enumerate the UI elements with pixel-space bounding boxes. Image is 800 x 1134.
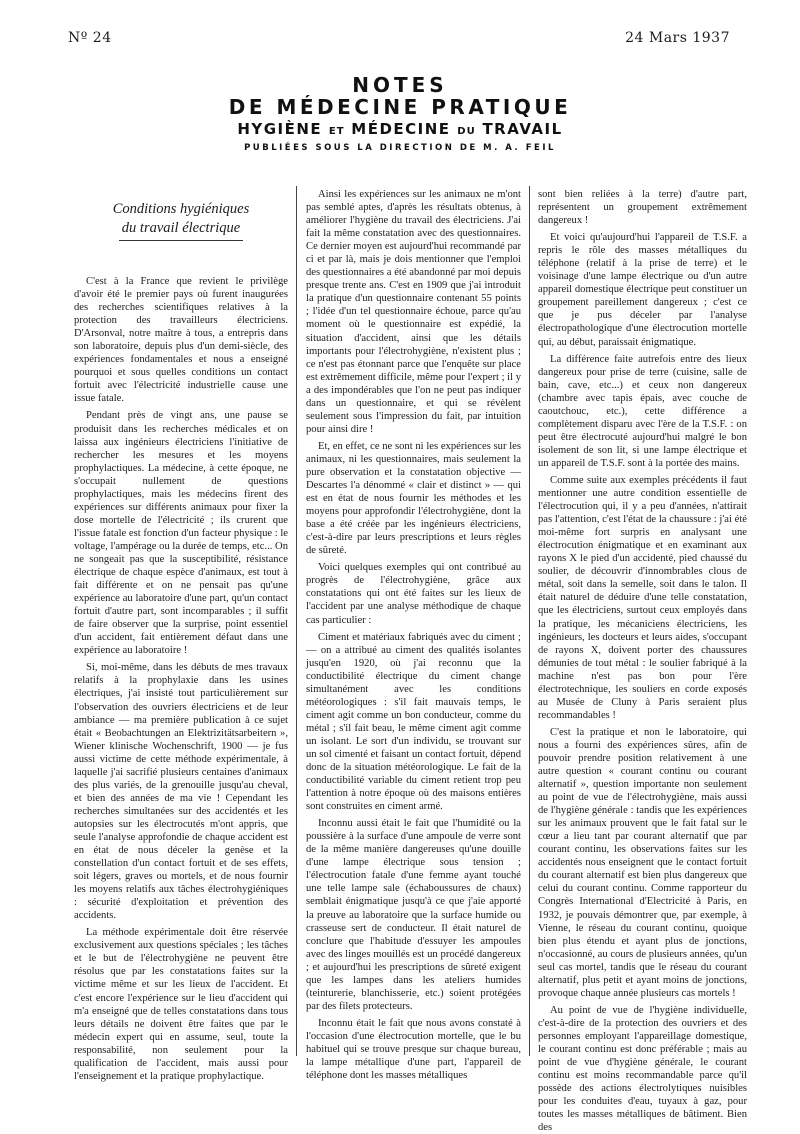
masthead-word-et: ET: [328, 126, 345, 137]
masthead: [0, 74, 800, 155]
column-rule: [296, 186, 297, 1056]
masthead-line-medecine-pratique: DE MÉDECINE PRATIQUE: [228, 95, 572, 119]
paragraph: Et voici qu'aujourd'hui l'appareil de T.S.F. a repris le rôle des masses métalliques du téléphone (relatif à la prise de terre) et le voisinage d'une lampe électrique ou d'un autre appareil domestique électrique peut constituer un groupement pareillement dangereux ; c'est ce que je pus déceler par l'analyse électropathologique d'une électrocution mortelle qui, au début, paraissait énigmatique.: [538, 232, 747, 348]
paragraph: La méthode expérimentale doit être réservée exclusivement aux questions spéciales ; les tâches et le but de l'électrohygiène ne peuvent être résolus que par les constatations faites sur la victime même et sur les lieux de l'accident. Et c'est encore l'expérience sur le lieu d'accident qui m'a enseigné que de telles constatations dans tous leurs détails ne doivent être faites que par le médecin expert qui en assume, seul, toute la responsabilité, non seulement pour la qualification de l'accident, mais aussi pour l'enseignement et la pratique prophylactique.: [74, 927, 288, 1082]
column-2: [306, 188, 521, 1082]
masthead-subtitle: [0, 120, 800, 141]
masthead-word-travail: TRAVAIL: [482, 120, 563, 138]
column-1: [74, 188, 288, 1082]
running-header: [68, 30, 730, 50]
paragraph: Ainsi les expériences sur les animaux ne m'ont pas semblé aptes, d'après les résultats obtenus, à améliorer l'hygiène du travail des électriciens. J'ai fait la même constatation avec des questionnaires. Ce dernier moyen est aujourd'hui recommandé par ci et par là, mais je dois mentionner que l'emploi des questionnaires a été abandonné par moi depuis presque trente ans. C'est en 1909 que j'ai introduit la pratique d'un questionnaire contenant 55 points ; l'idée d'un tel questionnaire échoue, parce qu'au moment où le questionnaire est expédié, la situation d'accident, ainsi que les détails importants pour l'électrohygiène, n'existent plus ; ce n'est pas étonnant parce que l'enquête sur place est extrêmement difficile, même pour l'expert ; il y a des impondérables que l'on ne peut pas indiquer dans un questionnaire, et qui se révèlent seulement sous l'impression du fait, par intuition pour ainsi dire !: [306, 189, 521, 435]
masthead-word-du: DU: [457, 126, 476, 137]
article-title-line: Conditions hygiéniques: [112, 201, 250, 217]
paragraph: Et, en effet, ce ne sont ni les expériences sur les animaux, ni les questionnaires, mais seulement la pure observation et la constatation objective — Descartes l'a dénommé « clair et distinct » — qui est en état de nous fournir les méthodes et les moyens pour approfondir l'électrohygiène, dont la base a été créée par les ingénieurs électriciens, c'est-à-dire par leurs prescriptions et leurs règles de sûreté.: [306, 440, 521, 557]
paragraph: Au point de vue de l'hygiène individuelle, c'est-à-dire de la protection des ouvriers et des personnes employant l'appareillage domestique, le courant continu est donc préférable ; mais au point de vue d'hygiène générale, le courant continu est moins recommandable parce qu'il possède des actions électrolytiques nuisibles pour les conduites d'eau, tuyaux à gaz, pour toutes les masses métalliques de bâtiment. Bien des: [538, 1004, 747, 1134]
article-title: [74, 200, 288, 238]
paragraph: La différence faite autrefois entre des lieux dangereux pour prise de terre (cuisine, salle de bain, cave, etc...) et ceux non dangereux (chambre avec tapis épais, avec couche de caoutchouc, etc.), cette différence a complètement disparu avec l'ère de la T.S.F. : on peut être électrocuté aujourd'hui malgré le bon isolement de son lit, si une lampe électrique et un appareil de T.S.F. sont à la portée des mains.: [538, 353, 747, 469]
title-underline: [119, 240, 243, 241]
masthead-word-hygiene: HYGIÈNE: [237, 120, 323, 138]
paragraph: C'est à la France que revient le privilège d'avoir été le premier pays où furent inaugurées des recherches scientifiques relatives à la protection des travailleurs électriciens. D'Arsonval, notre maître à tous, a entrepris dans son laboratoire, depuis plus d'un demi-siècle, des expériences fondamentales et nous a enseigné pourquoi et sous quelles conditions un contact fortuit avec l'électricité industrielle cause une issue fatale.: [74, 276, 288, 405]
paragraph: Inconnu était le fait que nous avons constaté à l'occasion d'une électrocution mortelle, que le bu habituel qui se trouve presque sur chaque bureau, la lampe métallique d'une part, l'appareil de téléphone dont les masses métalliques: [306, 1017, 521, 1082]
paragraph: Comme suite aux exemples précédents il faut mentionner une autre condition essentielle de l'électrocution qui, il y a peu d'années, n'attirait pas l'attention, c'est l'état de la chaussure : j'ai été moi-même fort surpris en analysant une électrocution énigmatique et en examinant aux rayons X le pied d'un accidenté, pied chaussé du soulier, de découvrir d'innombrables clous de métal, soit dans la semelle, soit dans le talon. Il était naturel de déduire d'une telle constatation, que les électriciens, surtout ceux employés dans la pratique, les mécaniciens électriciens, les ingénieurs, les docteurs et leurs aides, s'occupant de rayons X, doivent porter des chaussures démunies de tout métal : le soulier fabriqué à la machine n'est pas bon pour l'ère électrotechnique, les souliers en corde exposés au Musée de Cluny à Paris seraient plus recommandables !: [538, 474, 747, 721]
issue-date: 24 Mars 1937: [625, 30, 730, 46]
issue-number: Nº 24: [68, 30, 112, 46]
article-title-line: du travail électrique: [121, 220, 241, 236]
paragraph: Pendant près de vingt ans, une pause se produisit dans les recherches médicales et on laissa aux ingénieurs électriciens l'initiative de rechercher les mesures et les moyens prophylactiques. La médecine, à cette époque, ne s'occupait nullement de questions prophylactiques, mais les médecins firent des expériences sur différents animaux pour fixer la dose mortelle de l'électricité ; ils crurent que l'issue fatale est fonction d'un facteur physique : le voltage, l'ampérage ou la durée de temps, etc... On ne songeait pas que la susceptibilité, résistance électrique de chaque espèce d'animaux, est tout à fait différente et on ne pensait pas qu'une expérience au laboratoire d'une part, qu'un contact fortuit d'autre part, sont incomparables ; il suffit de faire observer que la surprise, point essentiel d'un accident, fait entièrement défaut dans une expérience au laboratoire !: [74, 410, 288, 657]
masthead-direction: PUBLIÉES SOUS LA DIRECTION DE M. A. FEIL: [244, 143, 556, 153]
paragraph: C'est la pratique et non le laboratoire, qui nous a fourni des expériences sûres, afin de pouvoir prendre position relativement à une autre question « courant continu ou courant alternatif », question importante non seulement au point de vue de l'électrohygiène, mais aussi de l'hygiène générale : tandis que les expériences sur les animaux prouvent que le fait fatal sur le cœur a lieu tant par courant alternatif que par courant continu, les observations faites sur les accidentés nous enseignent que le contact fortuit du courant alternatif est bien plus dangereux que celui du courant continu. Comme rapporteur du Congrès International d'Electricité à Paris, en 1932, je pouvais démontrer que, par exemple, à Vienne, le réseau du courant continu, quoique bien plus étendu et ayant plus de jonctions, n'occasionné, au cours de plusieurs années, qu'un seul cas mortel, tandis que le réseau du courant alternatif, plus petit et ayant moins de jonctions, provoque chaque année plusieurs cas mortels !: [538, 726, 747, 999]
paragraph: Voici quelques exemples qui ont contribué au progrès de l'électrohygiène, grâce aux constatations qui ont été faites sur les lieux de l'accident par une analyse méthodique de chaque cas particulier :: [306, 562, 521, 626]
paragraph: Inconnu aussi était le fait que l'humidité ou la poussière à la surface d'une ampoule de verre sont de la même manière dangereuses qu'une douille d'une lampe électrique sous tension ; l'électrocution fatale d'une femme ayant touché une telle lampe sale (échaboussures de chaux) semblait énigmatique jusqu'à ce que j'aie apporté la preuve au laboratoire que la surface humide ou crasseuse sert de conducteur. Il était naturel de conclure que l'habitude d'essuyer les ampoules avec des linges mouillés est un procédé dangereux ; et aujourd'hui les prescriptions de sûreté exigent que les lampes dans les ateliers humides (teinturerie, blanchisserie, etc.) soient protégées par des filets protecteurs.: [306, 818, 521, 1012]
column-rule: [529, 186, 530, 1056]
paragraph: Si, moi-même, dans les débuts de mes travaux relatifs à la prophylaxie dans les usines électriques, j'ai insisté tout particulièrement sur l'observation des ouvriers électriciens et de leur ambiance — ma première publication à ce sujet était « Beobachtungen an Elektrizitätsarbeitern », Wiener klinische Wochenschrift, 1900 — je fus aussi victime de cette méthode expérimentale, à laquelle j'ai sacrifié plusieurs centaines d'animaux des plus variés, de la grenouille jusqu'au cheval, et bien des années de ma vie ! Cependant les recherches simultanées sur des accidentés et les autopsies sur les électrocutés m'ont appris, que seule l'analyse approfondie de chaque accident est en état de nous déceler la genèse et la constellation d'un contact fortuit et de ses effets, soit légers, graves ou mortels, et de nous fournir les moyens relatifs aux tâches électrohygiéniques : sécurité d'exploitation et prévention des accidents.: [74, 662, 288, 922]
masthead-word-medecine: MÉDECINE: [351, 120, 451, 138]
paragraph: sont bien reliées à la terre) d'autre part, représentent un groupement extrêmement dangereux !: [538, 189, 747, 227]
paragraph: Ciment et matériaux fabriqués avec du ciment ; — on a attribué au ciment des qualités isolantes jusqu'en 1920, où j'ai reconnu que la conductibilité électrique du ciment change simultanément avec les conditions météorologiques : s'il fait mauvais temps, le ciment agit comme un bon conducteur, comme du métal ; s'il fait beau, le même ciment agit comme un isolant. Le sort d'un individu, se trouvant sur un sol cimenté et faisant un contact fortuit, dépend donc de la situation météorologique. Le fait de la conductibilité variable du ciment retient trop peu l'attention à notre époque où des maisons entières sont construites en ciment armé.: [306, 631, 521, 813]
column-3: [538, 188, 747, 1134]
masthead-line-notes: NOTES: [352, 73, 448, 97]
